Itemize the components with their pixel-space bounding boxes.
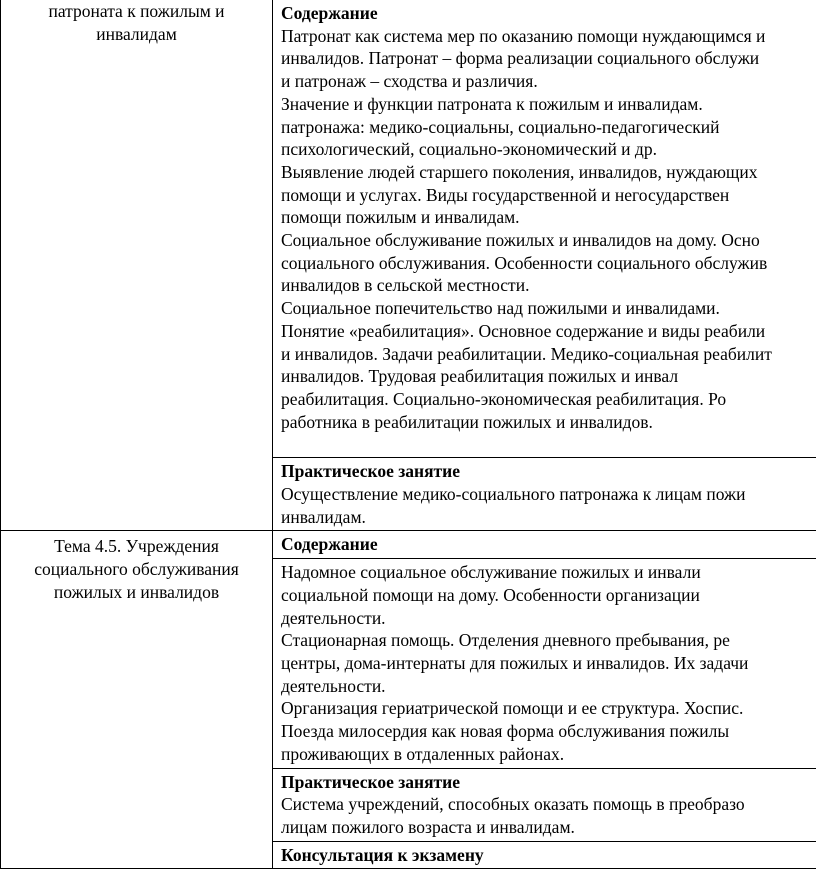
- blank-space: [281, 433, 816, 455]
- practice-text: [281, 483, 816, 528]
- content-line: и инвалидов. Задачи реабилитации. Медико-социальная реабилит: [281, 343, 772, 364]
- content-line: Социальное обслуживание пожилых и инвалидов на дому. Осно: [281, 230, 760, 251]
- content-header: Содержание: [281, 3, 378, 23]
- content-line: проживающих в отдаленных районах.: [281, 743, 565, 764]
- topic-line: патроната к пожилым и: [48, 1, 225, 21]
- content-line: центры, дома-интернаты для пожилых и инвалидов. Их задачи: [281, 652, 749, 673]
- content-line: инвалидов в сельской местности.: [281, 275, 530, 296]
- content-line: Надомное социальное обслуживание пожилых и инвали: [281, 562, 701, 583]
- practice-line: Система учреждений, способных оказать помощь в преобразо: [281, 794, 745, 815]
- practice-header: Практическое занятие: [281, 771, 460, 792]
- content-line: Организация гериатрической помощи и ее структура. Хоспис.: [281, 698, 744, 719]
- content-line: деятельности.: [281, 675, 386, 696]
- content-cell: [273, 559, 816, 768]
- content-text: [281, 561, 816, 765]
- table-row: [1, 531, 816, 559]
- content-line: Социальное попечительство над пожилыми и инвалидами.: [281, 298, 720, 319]
- content-text: [281, 25, 816, 434]
- content-line: Поезда милосердия как новая форма обслуживания пожилы: [281, 721, 730, 742]
- topic-line: социального обслуживания: [34, 559, 239, 580]
- topic-line: пожилых и инвалидов: [53, 581, 220, 602]
- topic-line: инвалидам: [96, 23, 177, 44]
- content-line: помощи пожилым и инвалидам.: [281, 207, 520, 228]
- content-line: деятельности.: [281, 607, 386, 628]
- content-line: помощи и услугах. Виды государственной и негосударствен: [281, 184, 730, 205]
- content-cell: [273, 0, 816, 458]
- topic-line: Тема 4.5. Учреждения: [54, 536, 219, 557]
- practice-cell: [273, 768, 816, 841]
- content-header: Содержание: [281, 534, 378, 555]
- content-line: социального обслуживания. Особенности социального обслужив: [281, 252, 768, 273]
- content-line: и патронаж – сходства и различия.: [281, 71, 538, 92]
- content-line: Значение и функции патроната к пожилым и инвалидам.: [281, 93, 703, 114]
- topic-cell: [1, 531, 273, 869]
- practice-text: [281, 793, 816, 838]
- content-line: инвалидов. Патронат – форма реализации социального обслужи: [281, 48, 760, 69]
- content-line: социальной помощи на дому. Особенности организации: [281, 584, 700, 605]
- content-line: инвалидов. Трудовая реабилитация пожилых и инвал: [281, 366, 679, 387]
- content-line: Выявление людей старшего поколения, инвалидов, нуждающих: [281, 161, 758, 182]
- table-row: [1, 0, 816, 458]
- content-line: патронажа: медико-социальны, социально-педагогический: [281, 116, 720, 137]
- consult-header: Консультация к экзамену: [281, 844, 484, 865]
- practice-line: инвалидам.: [281, 506, 366, 527]
- practice-cell: [273, 458, 816, 531]
- content-header-cell: [273, 531, 816, 559]
- topic-cell: [1, 0, 273, 531]
- consult-cell: [273, 841, 816, 869]
- practice-header: Практическое занятие: [281, 461, 460, 482]
- content-line: Стационарная помощь. Отделения дневного пребывания, ре: [281, 630, 730, 651]
- content-line: психологический, социально-экономический и др.: [281, 139, 657, 160]
- content-line: реабилитация. Социально-экономическая реабилитация. Ро: [281, 388, 727, 409]
- content-line: работника в реабилитации пожилых и инвалидов.: [281, 411, 653, 432]
- practice-line: Осуществление медико-социального патронажа к лицам пожи: [281, 484, 746, 505]
- content-line: Понятие «реабилитация». Основное содержание и виды реабили: [281, 320, 766, 341]
- content-line: Патронат как система мер по оказанию помощи нуждающимся и: [281, 25, 766, 46]
- practice-line: лицам пожилого возраста и инвалидам.: [281, 816, 575, 837]
